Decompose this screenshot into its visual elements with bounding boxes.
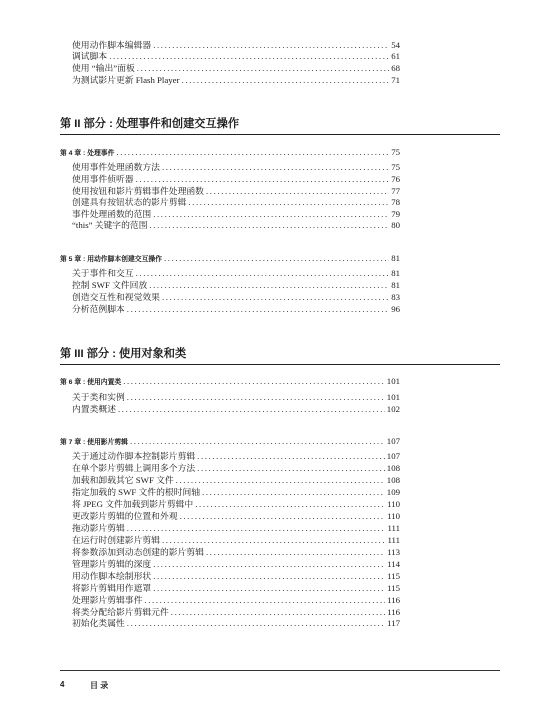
dot-leader xyxy=(127,523,386,534)
toc-entry[interactable] xyxy=(72,209,400,220)
toc-entry[interactable] xyxy=(72,475,400,486)
entry-title: 关于类和实例 xyxy=(72,392,125,402)
entry-page-number: 61 xyxy=(391,51,400,61)
dot-leader xyxy=(162,162,389,173)
entry-page-number: 101 xyxy=(386,392,400,402)
dot-leader xyxy=(109,51,389,62)
entry-page-number: 81 xyxy=(391,268,400,278)
toc-entry[interactable] xyxy=(72,392,400,403)
dot-leader xyxy=(136,268,390,279)
toc-entry[interactable] xyxy=(72,186,400,197)
entry-page-number: 108 xyxy=(386,475,400,485)
toc-entry[interactable] xyxy=(72,162,400,173)
entry-page-number: 109 xyxy=(386,487,400,497)
toc-entry[interactable] xyxy=(72,197,400,208)
entry-title: 关于事件和交互 xyxy=(72,268,134,278)
dot-leader xyxy=(188,197,389,208)
dot-leader xyxy=(164,253,389,264)
entry-page-number: 102 xyxy=(386,404,400,414)
entry-title: 关于通过动作脚本控制影片剪辑 xyxy=(72,451,196,461)
entry-title: 加载和卸载其它 SWF 文件 xyxy=(72,475,174,485)
entry-title: 创建具有按钮状态的影片剪辑 xyxy=(72,197,187,207)
entry-page-number: 116 xyxy=(387,595,400,605)
entry-title: 使用事件侦听器 xyxy=(72,174,134,184)
toc-entry[interactable] xyxy=(72,451,400,462)
entry-page-number: 83 xyxy=(391,292,400,302)
dot-leader xyxy=(153,583,385,594)
entry-page-number: 113 xyxy=(387,547,400,557)
dot-leader xyxy=(197,451,385,462)
entry-page-number: 79 xyxy=(391,209,400,219)
dot-leader xyxy=(137,63,389,74)
footer-title: 目 录 xyxy=(90,681,109,690)
toc-entry[interactable] xyxy=(72,547,400,558)
toc-entry[interactable] xyxy=(72,607,400,618)
entry-title: 创造交互性和视觉效果 xyxy=(72,292,160,302)
toc-entry[interactable] xyxy=(72,268,400,279)
entry-title: 使用按钮和影片剪辑事件处理函数 xyxy=(72,186,204,196)
entry-page-number: 96 xyxy=(391,304,400,314)
entry-title: 分析范例脚本 xyxy=(72,304,125,314)
entry-page-number: 117 xyxy=(387,618,400,628)
entry-title: 为测试影片更新 Flash Player xyxy=(72,75,180,85)
dot-leader xyxy=(144,595,385,606)
entry-title: 用动作脚本绘制形状 xyxy=(72,571,152,581)
entry-page-number: 78 xyxy=(391,197,400,207)
entry-title: 第 6 章 : 使用内置类 xyxy=(60,379,122,386)
entry-title: 第 4 章 : 处理事件 xyxy=(60,150,115,157)
entry-page-number: 80 xyxy=(391,220,400,230)
toc-entry[interactable] xyxy=(72,511,400,522)
entry-title: 使用 “输出”面板 xyxy=(72,63,135,73)
entry-title: 处理影片剪辑事件 xyxy=(72,595,143,605)
dot-leader xyxy=(202,487,385,498)
dot-leader xyxy=(127,618,385,629)
entry-title: “this” 关键字的范围 xyxy=(72,220,148,230)
dot-leader xyxy=(153,571,385,582)
toc-entry[interactable] xyxy=(72,487,400,498)
dot-leader xyxy=(130,436,385,447)
toc-entry[interactable] xyxy=(72,583,400,594)
dot-leader xyxy=(149,280,389,291)
entry-page-number: 81 xyxy=(391,280,400,290)
dot-leader xyxy=(153,559,385,570)
entry-page-number: 101 xyxy=(386,376,400,386)
entry-page-number: 75 xyxy=(391,147,400,157)
toc-entry[interactable] xyxy=(72,535,400,546)
toc-entry[interactable] xyxy=(72,280,400,291)
toc-entry[interactable] xyxy=(72,292,400,303)
entry-page-number: 115 xyxy=(387,571,400,581)
entry-title: 拖动影片剪辑 xyxy=(72,523,125,533)
footer-page-number: 4 xyxy=(60,680,65,689)
entry-page-number: 110 xyxy=(387,499,400,509)
entry-page-number: 114 xyxy=(387,559,400,569)
entry-title: 在单个影片剪辑上调用多个方法 xyxy=(72,463,196,473)
entry-page-number: 75 xyxy=(391,162,400,172)
dot-leader xyxy=(127,392,385,403)
entry-title: 管理影片剪辑的深度 xyxy=(72,559,152,569)
dot-leader xyxy=(195,499,385,510)
entry-page-number: 116 xyxy=(387,607,400,617)
dot-leader xyxy=(197,463,385,474)
toc-entry[interactable] xyxy=(72,571,400,582)
dot-leader xyxy=(180,511,386,522)
entry-title: 调试脚本 xyxy=(72,51,108,61)
entry-title: 内置类概述 xyxy=(72,404,116,414)
dot-leader xyxy=(118,404,385,415)
chapter-entry[interactable] xyxy=(60,253,400,264)
dot-leader xyxy=(206,547,385,558)
entry-page-number: 115 xyxy=(387,583,400,593)
entry-page-number: 111 xyxy=(387,535,400,545)
chapter-entry[interactable] xyxy=(60,147,400,158)
dot-leader xyxy=(182,75,390,86)
entry-title: 将影片剪辑用作遮罩 xyxy=(72,583,152,593)
dot-leader xyxy=(153,40,389,51)
toc-entry[interactable] xyxy=(72,63,400,74)
entry-page-number: 76 xyxy=(391,174,400,184)
entry-title: 更改影片剪辑的位置和外观 xyxy=(72,511,178,521)
entry-title: 初始化类属性 xyxy=(72,618,125,628)
toc-entry[interactable] xyxy=(72,51,400,62)
toc-entry[interactable] xyxy=(72,75,400,86)
toc-entry[interactable] xyxy=(72,463,400,474)
entry-page-number: 110 xyxy=(387,511,400,521)
entry-page-number: 111 xyxy=(387,523,400,533)
dot-leader xyxy=(123,376,385,387)
part-heading: 第 III 部分 : 使用对象和类 xyxy=(60,345,500,365)
entry-page-number: 71 xyxy=(391,75,400,85)
toc-entry[interactable] xyxy=(72,523,400,534)
entry-title: 事件处理函数的范围 xyxy=(72,209,152,219)
chapter-entry[interactable] xyxy=(60,436,400,447)
entry-page-number: 107 xyxy=(386,436,400,446)
entry-title: 指定加载的 SWF 文件的根时间轴 xyxy=(72,487,201,497)
dot-leader xyxy=(162,292,389,303)
entry-title: 控制 SWF 文件回放 xyxy=(72,280,148,290)
part-heading: 第 II 部分 : 处理事件和创建交互操作 xyxy=(60,115,500,135)
dot-leader xyxy=(127,304,389,315)
entry-page-number: 108 xyxy=(386,463,400,473)
entry-page-number: 68 xyxy=(391,63,400,73)
entry-page-number: 81 xyxy=(391,253,400,263)
dot-leader xyxy=(150,220,390,231)
entry-title: 在运行时创建影片剪辑 xyxy=(72,535,160,545)
entry-page-number: 77 xyxy=(391,186,400,196)
toc-entry[interactable] xyxy=(72,559,400,570)
toc-entry[interactable] xyxy=(72,174,400,185)
entry-title: 第 7 章 : 使用影片剪辑 xyxy=(60,439,128,446)
entry-title: 将参数添加到动态创建的影片剪辑 xyxy=(72,547,204,557)
entry-title: 使用事件处理函数方法 xyxy=(72,162,160,172)
toc-entry[interactable] xyxy=(72,499,400,510)
chapter-entry[interactable] xyxy=(60,376,400,387)
toc-entry[interactable] xyxy=(72,220,400,231)
dot-leader xyxy=(162,535,385,546)
toc-entry[interactable] xyxy=(72,304,400,315)
entry-page-number: 107 xyxy=(386,451,400,461)
toc-entry[interactable] xyxy=(72,404,400,415)
toc-entry[interactable] xyxy=(72,618,400,629)
dot-leader xyxy=(171,607,385,618)
dot-leader xyxy=(176,475,385,486)
toc-entry[interactable] xyxy=(72,595,400,606)
entry-title: 使用动作脚本编辑器 xyxy=(72,40,152,50)
dot-leader xyxy=(206,186,389,197)
entry-title: 将类分配给影片剪辑元件 xyxy=(72,607,169,617)
dot-leader xyxy=(136,174,390,185)
dot-leader xyxy=(153,209,389,220)
toc-entry[interactable] xyxy=(72,40,400,51)
entry-title: 将 JPEG 文件加载到影片剪辑中 xyxy=(72,499,194,509)
footer-rule xyxy=(60,670,500,671)
entry-title: 第 5 章 : 用动作脚本创建交互操作 xyxy=(60,256,162,263)
dot-leader xyxy=(116,147,389,158)
entry-page-number: 54 xyxy=(391,40,400,50)
